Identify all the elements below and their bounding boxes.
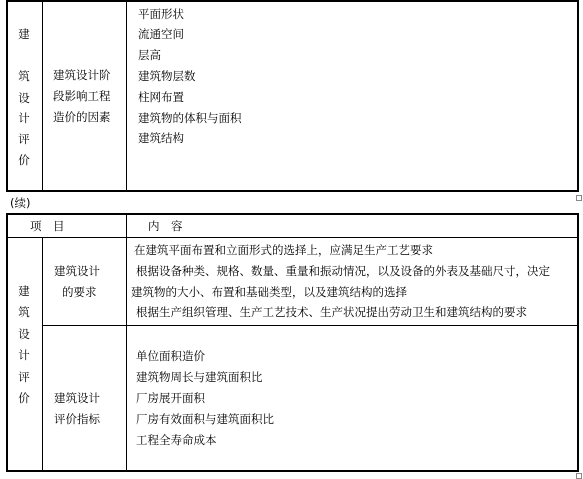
category-char: 评 — [18, 370, 30, 384]
category-char: 建 — [18, 284, 30, 298]
requirement-item: 根据生产组织管理、生产工艺技术、生产状况提出劳动卫生和建筑结构的要求 — [136, 305, 527, 319]
requirements-label-line: 建筑设计 — [54, 264, 100, 278]
header-item: 项 目 — [30, 219, 65, 233]
factor-item: 建筑物的体积与面积 — [138, 111, 242, 125]
category-char: 设 — [18, 91, 30, 105]
factor-item: 层高 — [138, 48, 161, 62]
indicator-item: 单位面积造价 — [136, 349, 205, 363]
top-table-bottom-border — [6, 190, 579, 192]
indicator-item: 厂房展开面积 — [136, 391, 205, 405]
factor-item: 建筑物层数 — [138, 69, 196, 83]
header-col-divider — [126, 213, 127, 237]
continued-label: (续) — [10, 196, 31, 210]
category-char: 设 — [18, 327, 30, 341]
subcategory-line: 段影响工程 — [53, 89, 111, 103]
requirements-label-line: 的要求 — [62, 285, 97, 299]
category-char: 价 — [18, 391, 30, 405]
subcategory-line: 建筑设计阶 — [53, 68, 111, 82]
factor-item: 柱网布置 — [138, 90, 184, 104]
requirement-item: 在建筑平面布置和立面形式的选择上，应满足生产工艺要求 — [134, 243, 433, 257]
category-char: 价 — [18, 153, 30, 167]
header-content: 内 容 — [148, 219, 183, 233]
bottom-table-bottom-border — [6, 470, 579, 472]
requirement-item: 建筑物的大小、布置和基础类型，以及建筑结构的选择 — [131, 285, 407, 299]
factor-item: 流通空间 — [138, 27, 184, 41]
category-char: 筑 — [18, 69, 30, 83]
category-char: 筑 — [18, 305, 30, 319]
indicators-label-line: 建筑设计 — [54, 391, 100, 405]
header-divider — [6, 237, 579, 238]
table-resize-handle[interactable] — [576, 195, 582, 201]
top-table-col-divider-1 — [42, 0, 43, 190]
subcategory-line: 造价的因素 — [53, 110, 111, 124]
top-table-top-border — [6, 0, 579, 2]
factor-item: 建筑结构 — [138, 131, 184, 145]
top-table-left-border — [6, 0, 8, 192]
bottom-table-left-border — [6, 213, 8, 472]
top-table-right-border — [577, 0, 579, 192]
body-col-divider-2 — [126, 237, 127, 470]
factor-item: 平面形状 — [138, 7, 184, 21]
category-char: 计 — [18, 348, 30, 362]
indicator-item: 建筑物周长与建筑面积比 — [136, 370, 263, 384]
indicators-label-line: 评价指标 — [54, 412, 100, 426]
body-col-divider-1 — [42, 237, 43, 470]
category-char: 计 — [18, 111, 30, 125]
requirement-item: 根据设备种类、规格、数量、重量和振动情况，以及设备的外表及基础尺寸，决定 — [136, 264, 550, 278]
category-char: 评 — [18, 132, 30, 146]
top-table-col-divider-2 — [126, 0, 127, 190]
table-resize-handle[interactable] — [576, 473, 582, 479]
bottom-table-right-border — [577, 213, 579, 472]
bottom-table-top-border — [6, 213, 579, 215]
row-divider — [42, 325, 579, 326]
indicator-item: 工程全寿命成本 — [136, 433, 217, 447]
category-char: 建 — [18, 27, 30, 41]
indicator-item: 厂房有效面积与建筑面积比 — [136, 412, 274, 426]
